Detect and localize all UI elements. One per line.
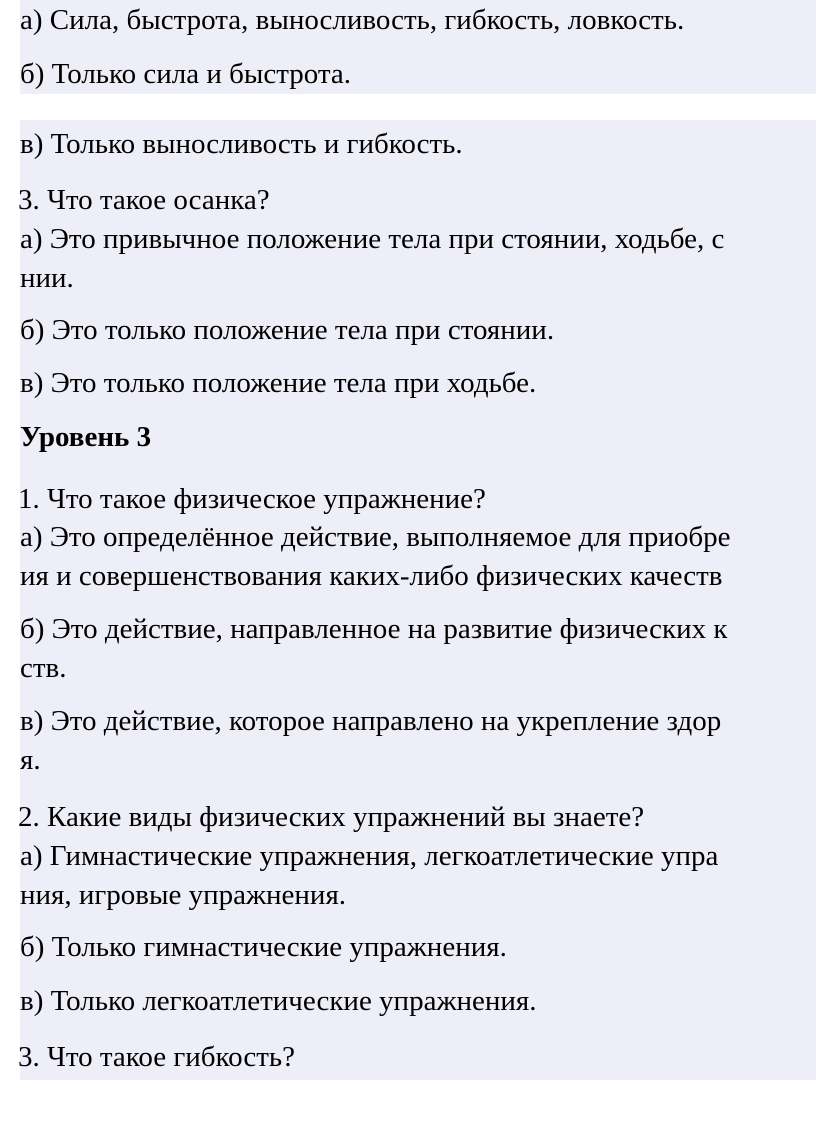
question-3-posture: 3. Что такое осанка? — [18, 184, 270, 216]
question-2-exercise-types: 2. Какие виды физических упражнений вы знаете? — [18, 801, 645, 833]
answer-c-q3: в) Это только положение тела при ходьбе. — [20, 367, 537, 399]
answer-a-q1-line1: а) Это определённое действие, выполняемое для приобре — [20, 521, 731, 553]
answer-a-q2b-line2: ния, игровые упражнения. — [20, 879, 347, 911]
answer-a-q3-line1: а) Это привычное положение тела при стоянии, ходьбе, с — [20, 223, 725, 255]
answer-b-q2: б) Только сила и быстрота. — [20, 58, 352, 90]
answer-a-q2: а) Сила, быстрота, выносливость, гибкость, ловкость. — [20, 4, 685, 36]
answer-b-q1-line1: б) Это действие, направленное на развитие физических к — [20, 613, 728, 645]
answer-c-q1-line1: в) Это действие, которое направлено на укрепление здор — [20, 705, 722, 737]
answer-a-q1-line2: ия и совершенствования каких-либо физических качеств — [20, 560, 723, 592]
question-1-exercise: 1. Что такое физическое упражнение? — [18, 483, 486, 515]
answer-b-q3: б) Это только положение тела при стоянии. — [20, 314, 555, 346]
question-3-flexibility: 3. Что такое гибкость? — [18, 1041, 296, 1073]
answer-c-q1-line2: я. — [20, 744, 41, 776]
answer-c-q2b: в) Только легкоатлетические упражнения. — [20, 985, 537, 1017]
answer-a-q3-line2: нии. — [20, 262, 74, 294]
level-3-heading: Уровень 3 — [20, 421, 152, 453]
answer-b-q1-line2: ств. — [20, 652, 67, 684]
answer-c-q2: в) Только выносливость и гибкость. — [20, 128, 463, 160]
answer-b-q2b: б) Только гимнастические упражнения. — [20, 931, 507, 963]
answer-a-q2b-line1: а) Гимнастические упражнения, легкоатлетические упра — [20, 840, 719, 872]
